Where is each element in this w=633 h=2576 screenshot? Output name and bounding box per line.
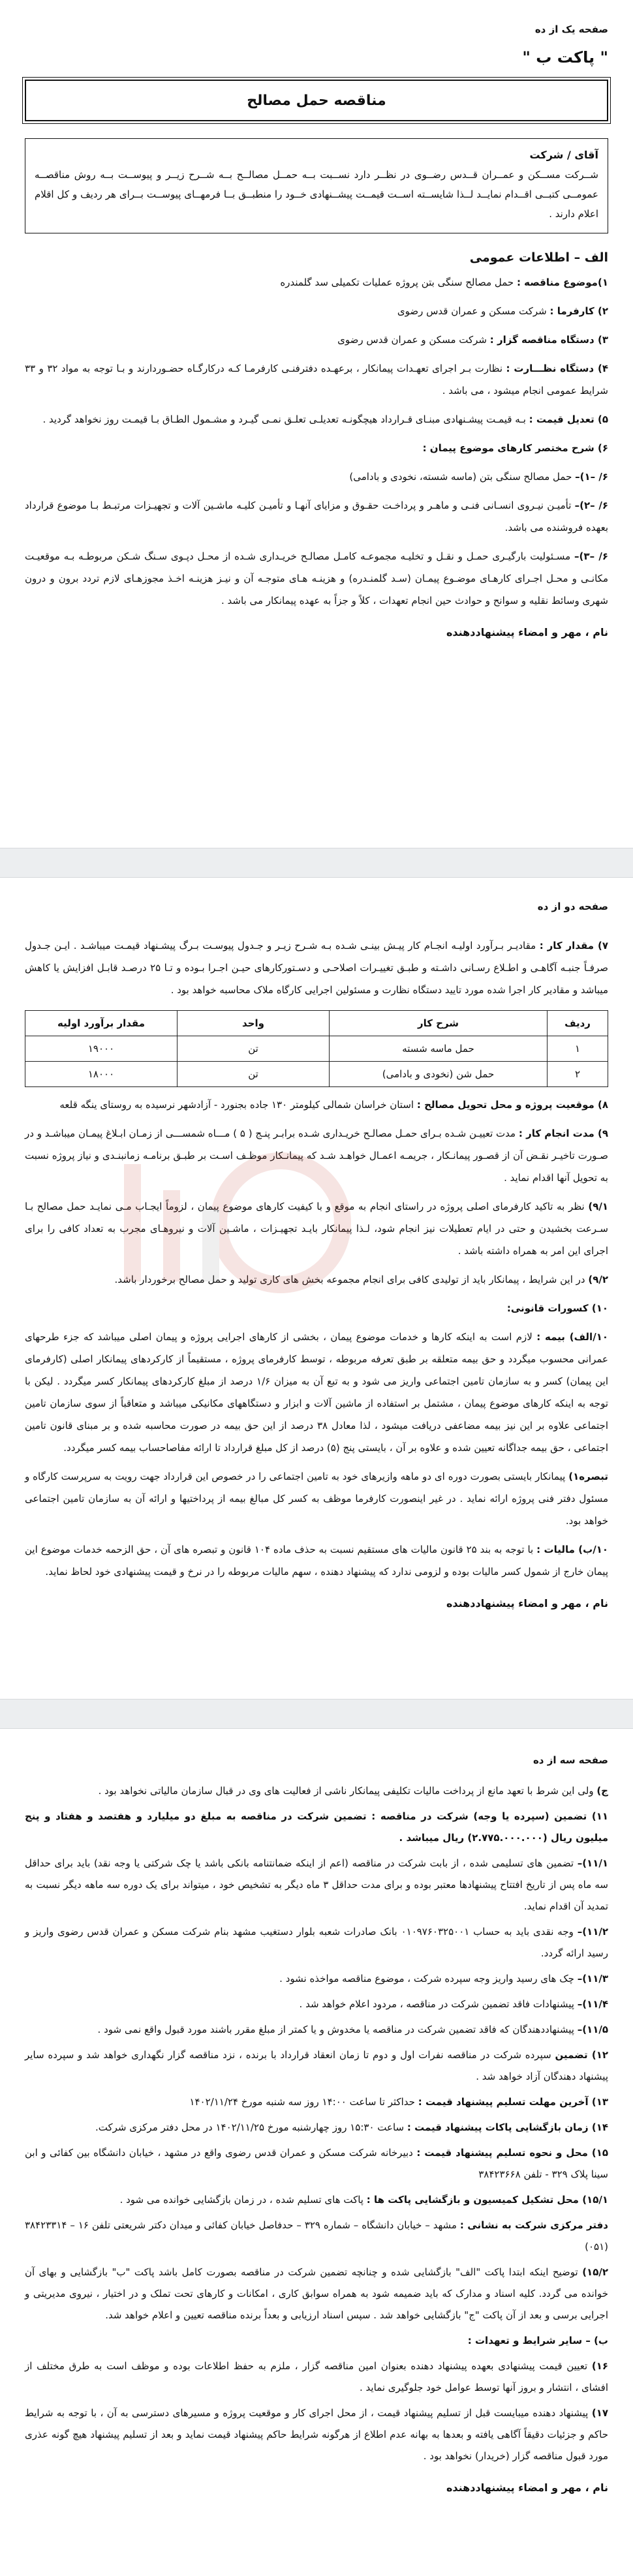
list-item: ۱۰/الف) بیمه : لازم است به اینکه کارها و خدمات موضوع پیمان ، بخشی از کارهای اجرایی پروژه و پیمان اصلی میباشد که جزء طرحهای عمرانی محسوب میگردد و حق بیمه متعلقه بر طبق تعرفه مربوطه ، توسط کارفرمای پروژه ، مستقیماً از کارکردهای پیمانکار اصلی (کارفرمای این پیمان) کسر و به سازمان تامین اجتماعی واریز می شود و به تبع آن به میزان ۱/۶ درصد از مبلغ کارکردهای پیمانکار کسر میگردد . لیکن با توجه به اینکه کارهای موضوع پیمان ، مشتمل بر استفاده از ماشین آلات و ابزار و دستگاههای مکانیکی میباشد و متعاقباً از سوی سازمان تامین اجتماعی علاوه بر این نیز بیمه مضاعفی دریافت میشود ، لذا معادل ۳۸ درصد از این حق بیمه در صورت محاسبه شده و بر مبنای قانون تامین اجتماعی ، حق بیمه جداگانه تعیین شده و علاوه بر آن ، بایستی پنج (۵) درصد از کل مبلغ قرارداد تا ارائه مفاصاحساب بیمه کسر میگردد. [25, 1331, 609, 1454]
list-item: ۱۵/۱) محل تشکیل کمیسیون و بازگشایی پاکت ها : پاکت های تسلیم شده ، در زمان بازگشایی خوانده می شود . [119, 2194, 608, 2206]
list-item: ۸) موقعیت پروژه و محل تحویل مصالح : استان خراسان شمالی کیلومتر ۱۳۰ جاده بجنورد - آزادشهر نرسیده به روستای ینگه قلعه [59, 1099, 608, 1111]
list-item: ۱۱/۳)– چک های رسید واریز وجه سپرده شرکت ، موضوع مناقصه مواخذه نشود . [279, 1973, 608, 1984]
list-item: ۱۲) تضمین سپرده شرکت در مناقصه نفرات اول و دوم تا زمان انعقاد قرارداد با برنده ، نزد مناقصه گزار نگهداری خواهد شد و سپرده سایر پیشنهاد دهندگان آزاد خواهد شد . [25, 2049, 608, 2082]
list-item: ۴) دستگاه نظـــارت : نظارت بـر اجرای تعهـدات پیمانکار ، برعهـده دفترفنـی کارفرمـا کـه درکارگـاه حضـوردارند و بـا توجه به مواد ۳۲ و ۳۳ شرایط عمومی انجام میشود ، می باشد . [25, 363, 608, 397]
table-cell: تن [178, 1036, 330, 1062]
list-item: ج) ولی این شرط با تعهد مانع از پرداخت مالیات تکلیفی پیمانکار ناشی از فعالیت های وی در قبال سازمان مالیاتی نخواهد بود . [98, 1785, 608, 1797]
page-header: صفحه دو از ده [537, 901, 608, 912]
list-item: ۱۵) محل و نحوه تسلیم پیشنهاد قیمت : دبیرخانه شرکت مسکن و عمران قدس رضوی واقع در مشهد ، خیابان دانشگاه بین کفائی و ابن سینا پلاک ۳۲۹ - تلفن ۳۸۴۲۳۶۶۸ [25, 2147, 608, 2180]
table-cell: حمل شن (نخودی و بادامی) [330, 1062, 548, 1087]
list-item: ب) – سایر شرایط و تعهدات : [467, 2335, 608, 2346]
signature-line: نام ، مهر و امضاء پیشنهاددهنده [446, 1597, 608, 1610]
table-row [25, 1036, 608, 1062]
list-item: ۱۶) تعیین قیمت پیشنهادی بعهده پیشنهاد دهنده بعنوان امین مناقصه گزار ، ملزم به حفظ اطلاعات بوده و موظف است به طرق مختلف از افشای ، انتشار و بروز آنها توسط عوامل خود جلوگیری نماید . [25, 2360, 608, 2393]
list-item: ۹/۱) نظر به تاکید کارفرمای اصلی پروژه در راستای انجام به موقع و با کیفیت کارهای موضوع پیمان ، لزوماً ایجـاب مـی نمایـد حمل مصالح بـا سـرعت بخشیدن و حتی در ایام تعطیلات نیز انجام شود، لـذا پیمانکار بایـد تجهیـزات ، ماشـین آلات و نیروهـای مجرب به تعداد کافی را برای اجرای این امر به همراه داشته باشد . [25, 1201, 608, 1257]
list-item: ۱۱/۵)– پیشنهاددهندگان که فاقد تضمین شرکت در مناقصه یا مخدوش و یا کمتر از مبلغ مقرر باشند مورد قبول واقع نمی شود . [97, 2024, 608, 2035]
intro-text: شــرکت مســکن و عمــران قــدس رضــوی در نظــر دارد نســبت بــه حمــل مصالــح بــه شــرح زیــر و پیوســت بــه روش مناقصــه عمومــی کتبــی اقــدام نمایــد لــذا شایســته اســت قیمــت پیشــنهادی خــود را منطبــق بــا فرمهــای پیوســت بــرای هر ردیف و کل اقلام اعلام دارند . [35, 169, 598, 220]
list-item: تبصره۱) پیمانکار بایستی بصورت دوره ای دو ماهه وازیرهای خود به تامین اجتماعی را در خصوص این قرارداد جهت رویت به سرپرست کارگاه و مسئول دفتر فنی پروژه ارائه نماید . در غیر اینصورت کارفرما موظف به کسر کل مبالغ بیمه از پرداختیها و ارائه آن به سازمان تامین اجتماعی خواهد بود. [25, 1471, 608, 1527]
list-item: ۷) مقدار کار : مقادیـر بـرآورد اولیـه انجـام کار پیـش بینـی شـده بـه شـرح زیـر و جـدول پیوسـت بـرگ پیشـنهاد قیمـت میباشـد . ایـن جـدول صرفـاً جنبـه آگاهـی و اطـلاع رسـانی داشـته و طبـق تغییـرات اصلاحـی و دسـتورکارهای حیـن اجـرا بـوده و تـا ۲۵ درصـد قابـل افزایش یا کاهش میباشد و مقادیر کار اجرا شده مورد تایید دستگاه نظارت و مسئولین اجرایی کارگاه ملاک محاسبه خواهد بود . [25, 940, 608, 996]
table-header-cell: ردیف [548, 1011, 608, 1036]
table-cell: ۲ [548, 1062, 608, 1087]
list-item: ۱۱/۱)– تضمین های تسلیمی شده ، از بابت شرکت در مناقصه (اعم از اینکه ضمانتنامه بانکی باشد یا چک شرکتی یا وجه نقد) باید برای حداقل سه ماه پس از تاریخ افتتاح پیشنهادها معتبر بوده و برای مدت حداقل ۳ ماه دیگر به تشخیص خود ، میتواند برای یک دوره سه ماهه دیگر نسبت به تمدید آن اقدام نماید. [25, 1857, 608, 1912]
document-title-text: مناقصه حمل مصالح [247, 92, 386, 109]
addressee-box [25, 138, 608, 233]
page-header: صفحه یک از ده [534, 23, 608, 35]
table-cell: حمل ماسه شسته [330, 1036, 548, 1062]
list-item: ۱۳) آخرین مهلت تسلیم پیشنهاد قیمت : حداکثر تا ساعت ۱۴:۰۰ روز سه شنبه مورخ ۱۴۰۲/۱۱/۲۴ [189, 2096, 608, 2108]
list-item: ۱)موضوع مناقصه : حمل مصالح سنگی بتن پروژه عملیات تکمیلی سد گلمندره [280, 277, 608, 288]
page-two [0, 877, 633, 1699]
packet-label: " پاکت ب " [522, 48, 608, 67]
document-title [25, 80, 608, 121]
signature-line: نام ، مهر و امضاء پیشنهاددهنده [446, 626, 608, 638]
table-header-cell: شرح کار [330, 1011, 548, 1036]
table-header-row [25, 1011, 608, 1036]
table-cell: ۱۹۰۰۰ [25, 1036, 178, 1062]
signature-line: نام ، مهر و امضاء پیشنهاددهنده [446, 2481, 608, 2494]
list-item: ۲) کارفرما : شرکت مسکن و عمران قدس رضوی [397, 305, 608, 317]
list-item: ۹) مدت انجام کار : مدت تعییـن شـده بـرای حمـل مصالـح خریـداری شـده برابـر پنـج ( ۵ ) مـــاه شمســـی از زمـان ابـلاغ پیمـان میباشـد و در صـورت تاخیـر نقـض آن از قصـور پیمانـکار ، جریمـه اعمـال خواهـد شـد که پیمانـکار موظـف اسـت بر طبـق برنامـه زمانبنـدی و نیاز پروژه نسبت به تحویل آنها اقدام نماید . [25, 1128, 609, 1184]
list-item: ۱۰/ب) مالیات : با توجه به بند ۲۵ قانون مالیات های مستقیم نسبت به حذف ماده ۱۰۴ قانون و تبصره های آن ، حق الزحمه خدمات موضوع این پیمان خارج از شمول کسر مالیات بوده و لزومی ندارد که پیشنهاد دهنده ، سهم مالیات مربوطه را در نرخ و قیمت پیشنهادی خود لحاظ نماید. [25, 1544, 608, 1578]
table-cell: ۱ [548, 1036, 608, 1062]
table-row [25, 1062, 608, 1087]
watermark-logo-icon [85, 1125, 359, 1321]
page-header: صفحه سه از ده [533, 1754, 608, 1766]
list-item: ۱۱/۲)– وجه نقدی باید به حساب ۰۱۰۹۷۶۰۳۲۵۰۰۱ بانک صادرات شعبه بلوار دستغیب مشهد بنام شرکت مسکن و عمران قدس رضوی واریز و رسید ارائه گردد. [25, 1926, 608, 1959]
page-one [0, 0, 633, 848]
list-item: ۵) تعدیل قیمت : بـه قیمـت پیشـنهادی مبنـای قـرارداد هیچگونـه تعدیلـی تعلـق نمـی گیـرد و مشـمول الطـاق بـا قیمـت روز نخواهد گردید . [42, 413, 608, 425]
list-item: ۱۷) پیشنهاد دهنده میبایست قبل از تسلیم پیشنهاد قیمت ، از محل اجرای کار و موقعیت پروژه و مسیرهای دسترسی به آن ، با توجه به شرایط حاکم و جزئیات دقیقاً آگاهی یافته و بعدها به بهانه عدم اطلاع از هرگونه شرایط حاکم پیشنهاد قیمت نماید و بعد از تسلیم پیشنهاد هیچ گونه عذری مورد قبول مناقصه گزار (خریدار) نخواهد بود . [25, 2407, 608, 2462]
table-header-cell: مقدار برآورد اولیه [25, 1011, 178, 1036]
list-item: ۱۴) زمان بازگشایی پاکات پیشنهاد قیمت : ساعت ۱۵:۳۰ روز چهارشنبه مورخ ۱۴۰۲/۱۱/۲۵ در محل دفتر مرکزی شرکت. [95, 2121, 608, 2133]
list-item: ۱۱) تضمین (سپرده یا وجه) شرکت در مناقصه : تضمین شرکت در مناقصه به مبلغ دو میلیارد و هفتصد و هفتاد و پنج میلیون ریال (۲.۷۷۵.۰۰۰.۰۰۰) ریال میباشد . [25, 1810, 608, 1844]
estimate-table [25, 1010, 608, 1087]
section-general-info: الف – اطلاعات عمومی [469, 250, 608, 265]
table-cell: ۱۸۰۰۰ [25, 1062, 178, 1087]
table-cell: تن [178, 1062, 330, 1087]
page-separator [0, 848, 633, 878]
addressee-label: آقای / شرکت [529, 149, 598, 161]
list-item: دفتر مرکزی شرکت به نشانی : مشهد – خیابان دانشگاه – شماره ۳۲۹ – حدفاصل خیابان کفائی و میدان دکتر شریعتی تلفن ۱۶ – ۳۸۴۲۳۳۱۴ (۰۵۱) [25, 2219, 608, 2253]
page-separator [0, 1699, 633, 1729]
list-item: ۶/ –۳)– مسـئولیت بارگیـری حمـل و نقـل و تخلیـه مجموعـه کامـل مصالـح خریـداری شـده از محـل دپـوی سـنگ شـکن مربوطـه بـه موقعیـت مکانـی و محـل اجـرای کارهـای موضـوع پیمـان (سـد گلمنـدره) و هزینـه هـای متوجـه آن و نیـز هزینـه اخـذ مجوزهـای لازم تردد برون و درون شهری وسائط نقلیه و سوانح و حوادث حین انجام تعهدات ، کلاً و جزاً به عهده پیمانکار می باشد . [25, 550, 609, 607]
list-item: ۶/ –۲)– تأمیـن نیـروی انسـانی فنـی و ماهـر و پرداخـت حقـوق و مزایای آنهـا و تأمیـن کلیـه ماشـین آلات و تجهیـزات مرتبـط بـا موضوع قرارداد بعهده فروشنده می باشد. [25, 500, 609, 533]
list-item: ۹/۲) در این شرایط ، پیمانکار باید از تولیدی کافی برای انجام مجموعه بخش های کاری تولید و حمل مصالح برخوردار باشد. [114, 1274, 608, 1285]
list-item: ۱۱/۴)– پیشنهادات فاقد تضمین شرکت در مناقصه ، مردود اعلام خواهد شد . [299, 1998, 608, 2010]
page-three [0, 1728, 633, 2576]
list-item: ۶) شرح مختصر کارهای موضوع پیمان : [422, 442, 608, 454]
list-item: ۱۵/۲) توضیح اینکه ابتدا پاکت "الف" بازگشایی شده و چنانچه تضمین شرکت در مناقصه بصورت کامل باشد پاکت "ب" بازگشایی و بهای آن خوانده می گردد. کلیه اسناد و مدارک که باید ضمیمه شود به همراه سوابق کاری ، امکانات و کارهای تحت تملک و در اختیار ، نیروی مدیریتی و اجرایی برسی و بعد از آن پاکت "ج" بازگشایی خواهد شد . سپس اسناد ارزیابی و بعداً برنده مناقصه تعیین و اعلام خواهد شد. [25, 2266, 608, 2321]
list-item: ۱۰) کسورات قانونی: [506, 1302, 608, 1314]
table-header-cell: واحد [178, 1011, 330, 1036]
list-item: ۶/ –۱)– حمل مصالح سنگی بتن (ماسه شسته، نخودی و بادامی) [349, 471, 608, 483]
list-item: ۳) دستگاه مناقصه گزار : شرکت مسکن و عمران قدس رضوی [337, 334, 608, 346]
